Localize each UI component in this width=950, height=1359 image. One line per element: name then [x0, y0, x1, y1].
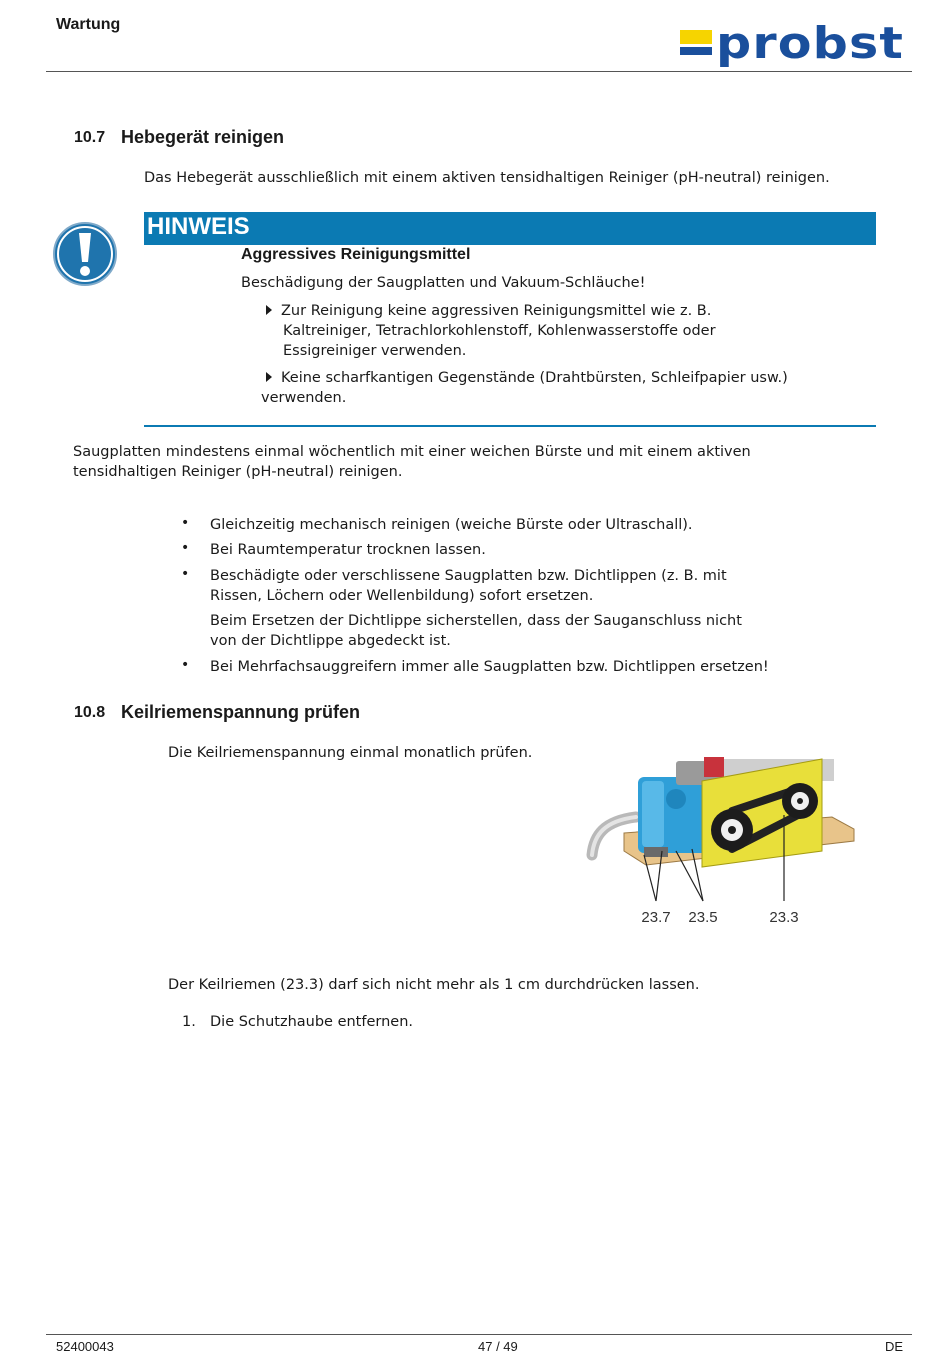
notice-consequence: Beschädigung der Saugplatten und Vakuum-Schläuche!: [241, 275, 646, 291]
belt-tension-note: Der Keilriemen (23.3) darf sich nicht mehr als 1 cm durchdrücken lassen.: [168, 977, 700, 993]
footer-doc-number: 52400043: [56, 1339, 114, 1354]
section-title: Keilriemenspannung prüfen: [121, 702, 361, 722]
arrow-right-icon: [266, 305, 272, 315]
section-intro: Die Keilriemenspannung einmal monatlich prüfen.: [168, 745, 533, 761]
section-number: 10.8: [74, 704, 106, 721]
footer-divider: [46, 1334, 912, 1335]
bullet-dot: •: [181, 515, 190, 531]
list-item: Bei Raumtemperatur trocknen lassen.: [210, 542, 486, 558]
footer-language: DE: [885, 1339, 904, 1354]
exclamation-icon: [52, 221, 118, 287]
cleaning-paragraph-line: Saugplatten mindestens einmal wöchentlich mit einer weichen Bürste und mit einem aktiven: [73, 444, 751, 460]
notice-item-line: Kaltreiniger, Tetrachlorkohlenstoff, Kohlenwasserstoffe oder: [283, 323, 716, 339]
belt-drive-figure: [584, 755, 860, 935]
notice-item-line: Essigreiniger verwenden.: [283, 343, 467, 359]
bullet-dot: •: [181, 566, 190, 582]
cleaning-paragraph-line: tensidhaltigen Reiniger (pH-neutral) reinigen.: [73, 464, 403, 480]
step-number: 1.: [182, 1014, 196, 1030]
section-title: Hebegerät reinigen: [121, 127, 285, 147]
list-item: Gleichzeitig mechanisch reinigen (weiche Bürste oder Ultraschall).: [210, 517, 693, 533]
notice-item-line: verwenden.: [261, 390, 347, 406]
notice-label: HINWEIS: [147, 213, 250, 240]
figure-label: 23.5: [688, 909, 718, 926]
notice-banner: [144, 212, 876, 245]
header-section-title: Wartung: [56, 16, 121, 33]
figure-label: 23.7: [641, 909, 671, 926]
list-item: Beschädigte oder verschlissene Saugplatten bzw. Dichtlippen (z. B. mit: [210, 568, 727, 584]
section-intro: Das Hebegerät ausschließlich mit einem aktiven tensidhaltigen Reiniger (pH-neutral) reinigen.: [144, 170, 830, 186]
section-number: 10.7: [74, 129, 106, 146]
list-item-line: Rissen, Löchern oder Wellenbildung) sofort ersetzen.: [210, 588, 594, 604]
notice-heading: Aggressives Reinigungsmittel: [241, 246, 471, 263]
arrow-right-icon: [266, 372, 272, 382]
footer-page-number: 47 / 49: [478, 1339, 518, 1354]
notice-bottom-rule: [144, 425, 876, 427]
bullet-dot: •: [181, 540, 190, 556]
list-item: Bei Mehrfachsauggreifern immer alle Saugplatten bzw. Dichtlippen ersetzen!: [210, 659, 769, 675]
figure-label: 23.3: [769, 909, 799, 926]
notice-item: Keine scharfkantigen Gegenstände (Drahtbürsten, Schleifpapier usw.): [266, 368, 788, 389]
list-item-note: von der Dichtlippe abgedeckt ist.: [210, 633, 451, 649]
svg-text:probst: probst: [716, 20, 904, 68]
notice-item: Zur Reinigung keine aggressiven Reinigungsmittel wie z. B.: [266, 301, 711, 322]
header-divider: [46, 71, 912, 72]
step-text: Die Schutzhaube entfernen.: [210, 1014, 414, 1030]
list-item-note: Beim Ersetzen der Dichtlippe sicherstellen, dass der Sauganschluss nicht: [210, 613, 742, 629]
bullet-dot: •: [181, 657, 190, 673]
probst-logo: [680, 20, 906, 68]
